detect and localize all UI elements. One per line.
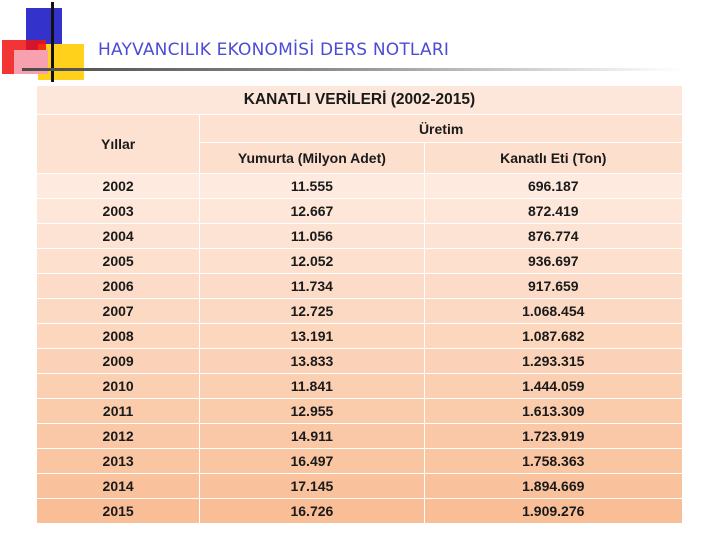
cell-meat: 1.068.454: [424, 299, 682, 324]
cell-year: 2009: [37, 349, 200, 374]
table-row: [37, 449, 683, 474]
cell-year: 2012: [37, 424, 200, 449]
cell-meat: 1.723.919: [424, 424, 682, 449]
header-underline: [22, 68, 682, 71]
cell-egg: 16.726: [200, 499, 424, 524]
cell-meat: 1.758.363: [424, 449, 682, 474]
cell-egg: 17.145: [200, 474, 424, 499]
cell-year: 2004: [37, 224, 200, 249]
cell-egg: 11.555: [200, 174, 424, 199]
table-row: [37, 199, 683, 224]
cell-egg: 12.955: [200, 399, 424, 424]
cell-year: 2007: [37, 299, 200, 324]
table-row: [37, 249, 683, 274]
cell-year: 2010: [37, 374, 200, 399]
cell-egg: 13.191: [200, 324, 424, 349]
table-row: [37, 324, 683, 349]
table-title: KANATLI VERİLERİ (2002-2015): [37, 86, 683, 115]
table-row: [37, 174, 683, 199]
table-row: [37, 349, 683, 374]
table-row: [37, 274, 683, 299]
cell-year: 2011: [37, 399, 200, 424]
cell-meat: 1.909.276: [424, 499, 682, 524]
cell-meat: 1.444.059: [424, 374, 682, 399]
cell-egg: 11.841: [200, 374, 424, 399]
cell-year: 2005: [37, 249, 200, 274]
cell-meat: 872.419: [424, 199, 682, 224]
table-row: [37, 374, 683, 399]
cell-year: 2008: [37, 324, 200, 349]
cell-egg: 14.911: [200, 424, 424, 449]
cell-meat: 936.697: [424, 249, 682, 274]
table-row: [37, 424, 683, 449]
table-row: [37, 299, 683, 324]
cell-egg: 16.497: [200, 449, 424, 474]
table-row: [37, 474, 683, 499]
cell-year: 2002: [37, 174, 200, 199]
cell-egg: 11.734: [200, 274, 424, 299]
cell-meat: 1.293.315: [424, 349, 682, 374]
page-title: HAYVANCILIK EKONOMİSİ DERS NOTLARI: [98, 40, 450, 60]
cell-meat: 1.894.669: [424, 474, 682, 499]
cell-egg: 12.725: [200, 299, 424, 324]
cell-year: 2013: [37, 449, 200, 474]
table-row: [37, 499, 683, 524]
cell-egg: 13.833: [200, 349, 424, 374]
group-header-production: Üretim: [200, 115, 683, 143]
cell-year: 2006: [37, 274, 200, 299]
cell-meat: 917.659: [424, 274, 682, 299]
cell-year: 2015: [37, 499, 200, 524]
cell-meat: 1.613.309: [424, 399, 682, 424]
cell-egg: 12.052: [200, 249, 424, 274]
poultry-data-table: [36, 85, 683, 524]
cell-meat: 1.087.682: [424, 324, 682, 349]
table-body: [37, 174, 683, 524]
cell-year: 2014: [37, 474, 200, 499]
column-header-year: Yıllar: [37, 115, 200, 174]
column-header-egg: Yumurta (Milyon Adet): [200, 143, 424, 174]
cell-egg: 11.056: [200, 224, 424, 249]
table-row: [37, 224, 683, 249]
cell-meat: 696.187: [424, 174, 682, 199]
cell-egg: 12.667: [200, 199, 424, 224]
table-row: [37, 399, 683, 424]
cell-meat: 876.774: [424, 224, 682, 249]
column-header-meat: Kanatlı Eti (Ton): [424, 143, 682, 174]
cell-year: 2003: [37, 199, 200, 224]
